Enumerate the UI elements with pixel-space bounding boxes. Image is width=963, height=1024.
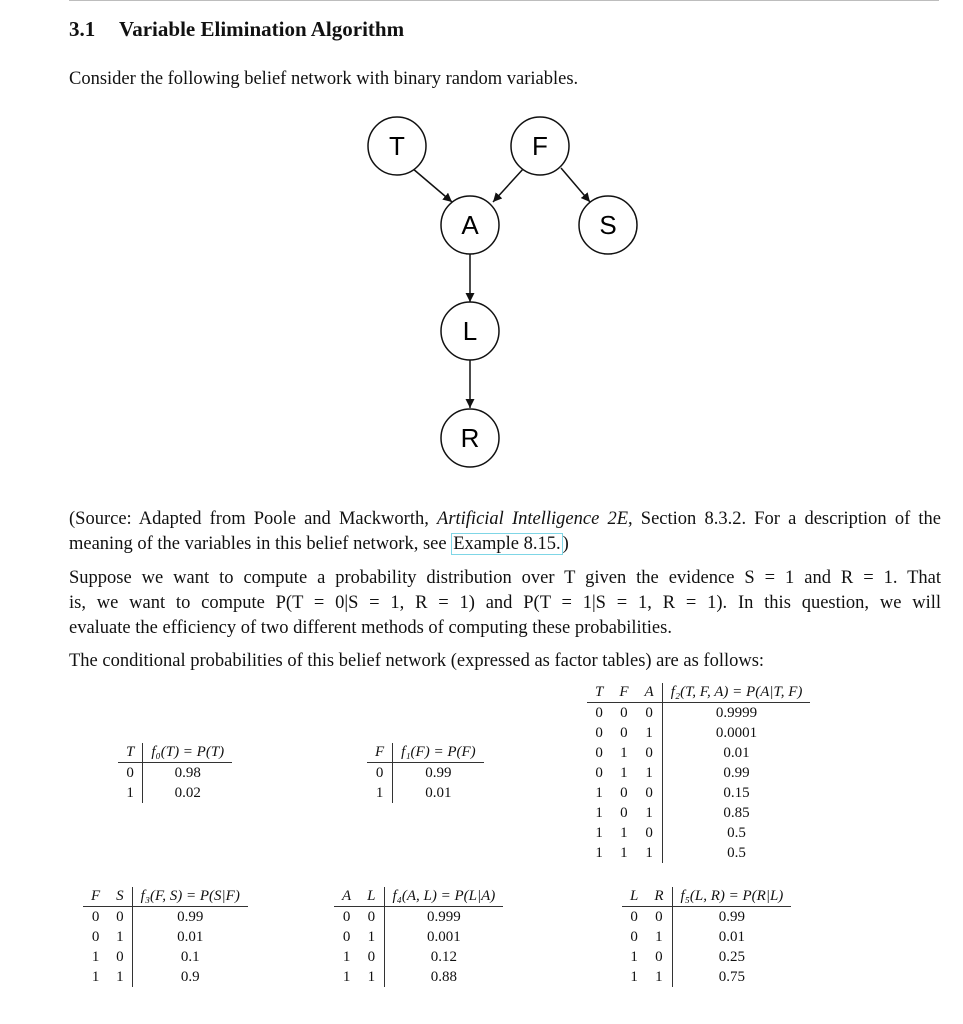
source-paragraph: [69, 507, 941, 557]
variable-cell: 1: [91, 949, 100, 965]
variable-cell: 1: [620, 845, 628, 861]
variable-cell: 1: [595, 825, 603, 841]
column-header: f₅(L, R) = P(R|L): [672, 887, 791, 907]
node-r-label: R: [460, 423, 480, 453]
table-row: [587, 783, 810, 803]
variable-cell: 0: [116, 949, 124, 965]
tables-intro: The conditional probabilities of this belief network (expressed as factor tables) are as follows:: [69, 651, 765, 671]
probability-cell: 0.99: [132, 907, 248, 928]
node-a-label: A: [461, 210, 479, 240]
column-header: f₄(A, L) = P(L|A): [384, 887, 503, 907]
node-t: [368, 117, 426, 175]
variable-cell: 0: [645, 825, 653, 841]
variable-cell: 1: [595, 845, 603, 861]
table-row: [622, 967, 791, 987]
table-row: [334, 947, 503, 967]
table-header-row: [334, 887, 503, 907]
variable-cell: 0: [620, 785, 628, 801]
probability-cell: 0.9999: [662, 703, 810, 724]
probability-cell: 0.9: [132, 967, 248, 987]
column-header: f₁(F) = P(F): [393, 743, 484, 763]
probability-cell: 0.15: [662, 783, 810, 803]
node-s: [579, 196, 637, 254]
variable-cell: 0: [126, 765, 134, 781]
question-paragraph: [69, 566, 941, 641]
probability-cell: 0.25: [672, 947, 791, 967]
variable-cell: 0: [645, 745, 653, 761]
column-header: R: [646, 887, 672, 907]
table-row: [622, 927, 791, 947]
table-header-row: [83, 887, 248, 907]
variable-cell: 1: [367, 969, 376, 985]
table-row: [118, 763, 232, 784]
intro-paragraph: Consider the following belief network with binary random variables.: [69, 69, 579, 89]
section-heading: Variable Elimination Algorithm: [119, 17, 405, 41]
factor-table-f2: [587, 683, 810, 863]
table-row: [587, 843, 810, 863]
column-header: A: [637, 683, 663, 703]
variable-cell: 1: [342, 949, 351, 965]
variable-cell: 1: [342, 969, 351, 985]
table-row: [587, 823, 810, 843]
variable-cell: 1: [620, 765, 628, 781]
node-l-label: L: [462, 316, 478, 346]
node-l: [441, 302, 499, 360]
node-r: [441, 409, 499, 467]
table-row: [118, 783, 232, 803]
probability-cell: 0.99: [393, 763, 484, 784]
variable-cell: 0: [375, 765, 384, 781]
column-header: f₂(T, F, A) = P(A|T, F): [662, 683, 810, 703]
example-link[interactable]: Example 8.15.: [453, 534, 561, 554]
variable-cell: 0: [645, 785, 653, 801]
variable-cell: 1: [595, 785, 603, 801]
table-row: [83, 967, 248, 987]
table-row: [622, 947, 791, 967]
node-f-label: F: [532, 131, 548, 161]
variable-cell: 0: [620, 725, 628, 741]
probability-cell: 0.85: [662, 803, 810, 823]
variable-cell: 0: [116, 909, 124, 925]
table-row: [367, 763, 484, 784]
table-row: [334, 907, 503, 928]
probability-cell: 0.99: [662, 763, 810, 783]
edge-f-s: [561, 168, 590, 202]
factor-table-f0: [118, 743, 232, 803]
probability-cell: 0.99: [672, 907, 791, 928]
variable-cell: 0: [645, 705, 653, 721]
table-row: [587, 763, 810, 783]
variable-cell: 0: [595, 745, 603, 761]
column-header: f₀(T) = P(T): [143, 743, 232, 763]
variable-cell: 1: [126, 785, 134, 801]
variable-cell: 1: [645, 765, 653, 781]
column-header: F: [611, 683, 636, 703]
source-suffix: ): [562, 534, 569, 554]
probability-cell: 0.999: [384, 907, 503, 928]
column-header: F: [83, 887, 108, 907]
table-row: [367, 783, 484, 803]
edge-f-a: [493, 168, 524, 202]
variable-cell: 1: [655, 969, 663, 985]
variable-cell: 0: [367, 909, 376, 925]
variable-cell: 0: [655, 909, 663, 925]
question-line-3: evaluate the efficiency of two different methods of computing these probabilities.: [69, 618, 672, 638]
probability-cell: 0.98: [143, 763, 232, 784]
probability-cell: 0.01: [662, 743, 810, 763]
question-line-1: Suppose we want to compute a probability distribution over T given the evidence S = 1 and R = 1. That: [69, 568, 941, 588]
probability-cell: 0.5: [662, 823, 810, 843]
variable-cell: 1: [595, 805, 603, 821]
variable-cell: 1: [116, 929, 124, 945]
column-header: L: [622, 887, 646, 907]
variable-cell: 0: [91, 909, 100, 925]
section-title: [69, 17, 404, 42]
table-row: [83, 947, 248, 967]
variable-cell: 1: [91, 969, 100, 985]
column-header: f₃(F, S) = P(S|F): [132, 887, 248, 907]
table-row: [334, 927, 503, 947]
variable-cell: 0: [91, 929, 100, 945]
probability-cell: 0.75: [672, 967, 791, 987]
probability-cell: 0.1: [132, 947, 248, 967]
top-rule: [69, 0, 939, 1]
node-t-label: T: [389, 131, 405, 161]
belief-network-diagram: [340, 110, 650, 470]
variable-cell: 0: [655, 949, 663, 965]
variable-cell: 1: [655, 929, 663, 945]
variable-cell: 0: [620, 705, 628, 721]
probability-cell: 0.01: [672, 927, 791, 947]
node-a: [441, 196, 499, 254]
table-row: [587, 743, 810, 763]
table-row: [334, 967, 503, 987]
variable-cell: 0: [342, 909, 351, 925]
variable-cell: 0: [595, 705, 603, 721]
variable-cell: 1: [375, 785, 384, 801]
table-header-row: [118, 743, 232, 763]
probability-cell: 0.01: [132, 927, 248, 947]
column-header: F: [367, 743, 393, 763]
table-header-row: [587, 683, 810, 703]
variable-cell: 1: [630, 969, 638, 985]
variable-cell: 1: [645, 805, 653, 821]
variable-cell: 0: [367, 949, 376, 965]
node-f: [511, 117, 569, 175]
table-row: [587, 803, 810, 823]
source-middle: , Section 8.3.2. For a description of the meaning of the variables in this belief network, see: [69, 509, 942, 554]
section-number: 3.1: [69, 17, 96, 41]
table-row: [587, 703, 810, 724]
column-header: T: [118, 743, 143, 763]
factor-table-f5: [622, 887, 791, 987]
column-header: L: [359, 887, 384, 907]
table-header-row: [622, 887, 791, 907]
variable-cell: 0: [630, 929, 638, 945]
table-header-row: [367, 743, 484, 763]
column-header: A: [334, 887, 359, 907]
source-book-title: Artificial Intelligence 2E: [437, 509, 629, 529]
probability-cell: 0.0001: [662, 723, 810, 743]
variable-cell: 1: [630, 949, 638, 965]
table-row: [587, 723, 810, 743]
column-header: S: [108, 887, 132, 907]
variable-cell: 1: [116, 969, 124, 985]
question-line-2: is, we want to compute P(T = 0|S = 1, R = 1) and P(T = 1|S = 1, R = 1). In this question, we will: [69, 593, 941, 613]
variable-cell: 1: [620, 745, 628, 761]
probability-cell: 0.12: [384, 947, 503, 967]
edge-t-a: [412, 168, 452, 202]
factor-table-f4: [334, 887, 503, 987]
probability-cell: 0.02: [143, 783, 232, 803]
probability-cell: 0.5: [662, 843, 810, 863]
variable-cell: 0: [595, 765, 603, 781]
table-row: [83, 927, 248, 947]
variable-cell: 1: [645, 725, 653, 741]
table-row: [622, 907, 791, 928]
table-row: [83, 907, 248, 928]
probability-cell: 0.001: [384, 927, 503, 947]
variable-cell: 0: [620, 805, 628, 821]
factor-table-f3: [83, 887, 248, 987]
factor-table-f1: [367, 743, 484, 803]
variable-cell: 1: [620, 825, 628, 841]
variable-cell: 0: [630, 909, 638, 925]
node-s-label: S: [599, 210, 617, 240]
variable-cell: 1: [645, 845, 653, 861]
variable-cell: 1: [367, 929, 376, 945]
variable-cell: 0: [342, 929, 351, 945]
probability-cell: 0.88: [384, 967, 503, 987]
column-header: T: [587, 683, 611, 703]
variable-cell: 0: [595, 725, 603, 741]
probability-cell: 0.01: [393, 783, 484, 803]
source-prefix: (Source: Adapted from Poole and Mackworth,: [69, 509, 438, 529]
